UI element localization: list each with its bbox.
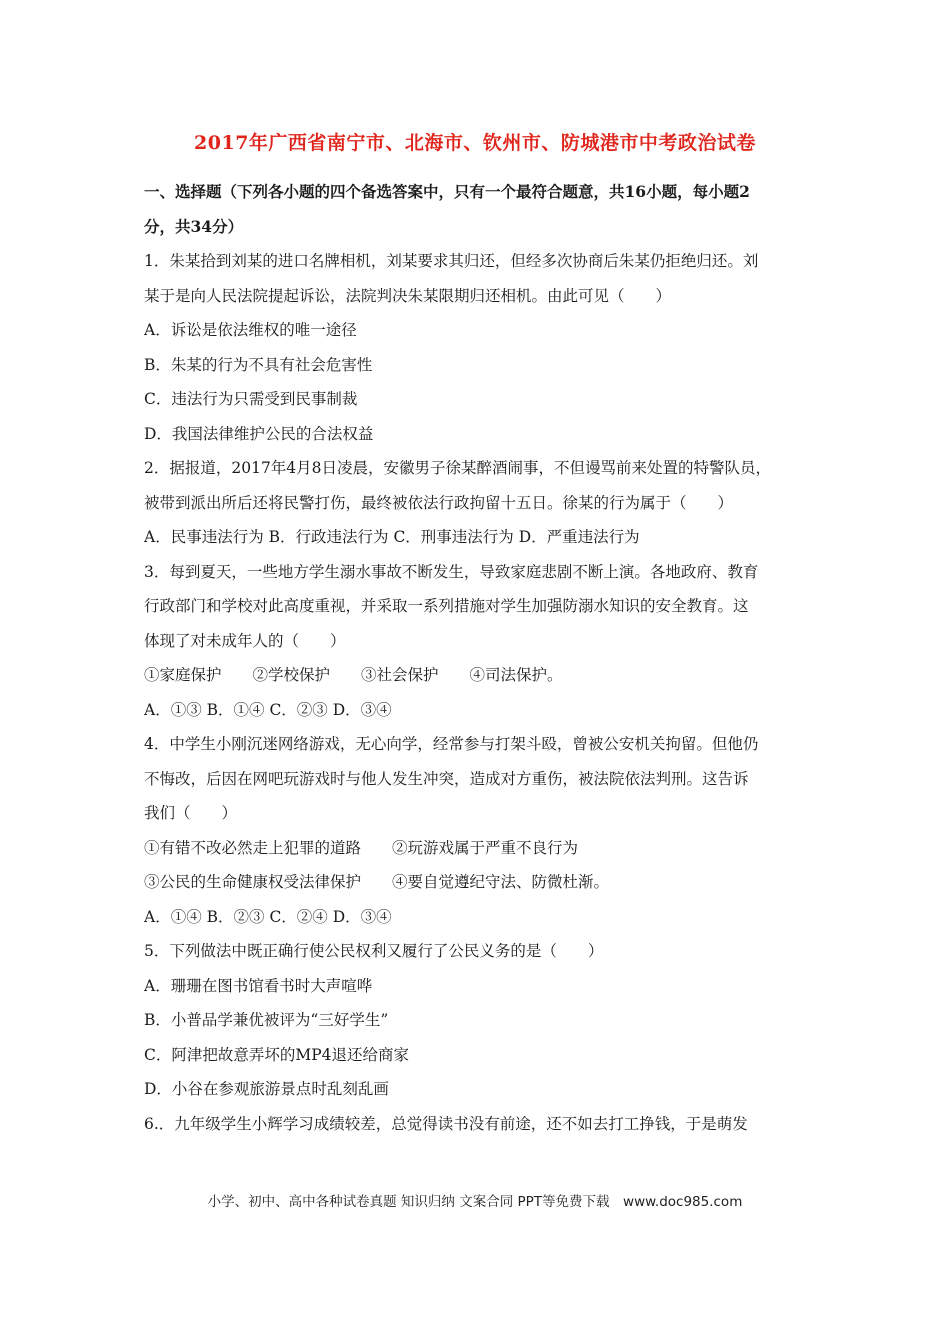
page-title: 2017年广西省南宁市、北海市、钦州市、防城港市中考政治试卷	[194, 132, 756, 154]
q1-option-d: D．我国法律维护公民的合法权益	[144, 424, 374, 443]
section-heading-cont: 分，共34分）	[144, 216, 244, 236]
q4-stem-cont: 不悔改，后因在网吧玩游戏时与他人发生冲突，造成对方重伤，被法院依法判刑。这告诉	[144, 769, 749, 788]
q1-option-b: B．朱某的行为不具有社会危害性	[144, 355, 373, 374]
q2-stem: 2．据报道，2017年4月8日凌晨，安徽男子徐某醉酒闹事，不但谩骂前来处置的特警队员，	[144, 459, 772, 477]
q5-option-a: A．珊珊在图书馆看书时大声喧哗	[144, 976, 373, 995]
q2-stem-cont: 被带到派出所后还将民警打伤，最终被依法行政拘留十五日。徐某的行为属于（ ）	[144, 493, 734, 512]
q4-stem: 4．中学生小刚沉迷网络游戏，无心向学，经常参与打架斗殴，曾被公安机关拘留。但他仍	[144, 735, 759, 753]
q3-options: A．①③ B．①④ C．②③ D．③④	[144, 700, 392, 719]
q3-statements: ①家庭保护 ②学校保护 ③社会保护 ④司法保护。	[144, 666, 563, 684]
q4-stem-cont-2: 我们（ ）	[144, 804, 238, 822]
q2-options: A．民事违法行为 B．行政违法行为 C．刑事违法行为 D．严重违法行为	[144, 528, 640, 546]
q6-stem: 6.．九年级学生小辉学习成绩较差，总觉得读书没有前途，还不如去打工挣钱，于是萌发	[144, 1114, 748, 1133]
q4-options: A．①④ B．②③ C．②④ D．③④	[144, 907, 392, 926]
q5-option-d: D．小谷在参观旅游景点时乱刻乱画	[144, 1080, 389, 1098]
page-footer: 小学、初中、高中各种试卷真题 知识归纳 文案合同 PPT等免费下载 www.doc985.com	[207, 1194, 743, 1210]
q3-stem: 3．每到夏天，一些地方学生溺水事故不断发生，导致家庭悲剧不断上演。各地政府、教育	[144, 562, 759, 581]
q4-statements-1: ①有错不改必然走上犯罪的道路 ②玩游戏属于严重不良行为	[144, 838, 579, 857]
section-heading: 一、选择题（下列各小题的四个备选答案中，只有一个最符合题意，共16小题，每小题2	[144, 182, 750, 201]
q1-option-a: A．诉讼是依法维权的唯一途径	[144, 321, 357, 339]
q3-stem-cont: 行政部门和学校对此高度重视，并采取一系列措施对学生加强防溺水知识的安全教育。这	[144, 597, 749, 615]
q1-stem-cont: 某于是向人民法院提起诉讼，法院判决朱某限期归还相机。由此可见（ ）	[144, 286, 672, 305]
q4-statements-2: ③公民的生命健康权受法律保护 ④要自觉遵纪守法、防微杜渐。	[144, 873, 610, 891]
q5-stem: 5．下列做法中既正确行使公民权利又履行了公民义务的是（ ）	[144, 942, 604, 960]
q5-option-b: B．小普品学兼优被评为“三好学生”	[144, 1011, 389, 1029]
q5-option-c: C．阿津把故意弄坏的MP4退还给商家	[144, 1045, 410, 1064]
q3-stem-cont-2: 体现了对未成年人的（ ）	[144, 631, 346, 650]
document-body	[144, 182, 824, 1148]
q1-stem: 1．朱某拾到刘某的进口名牌相机，刘某要求其归还，但经多次协商后朱某仍拒绝归还。刘	[144, 252, 759, 270]
q1-option-c: C．违法行为只需受到民事制裁	[144, 390, 358, 408]
